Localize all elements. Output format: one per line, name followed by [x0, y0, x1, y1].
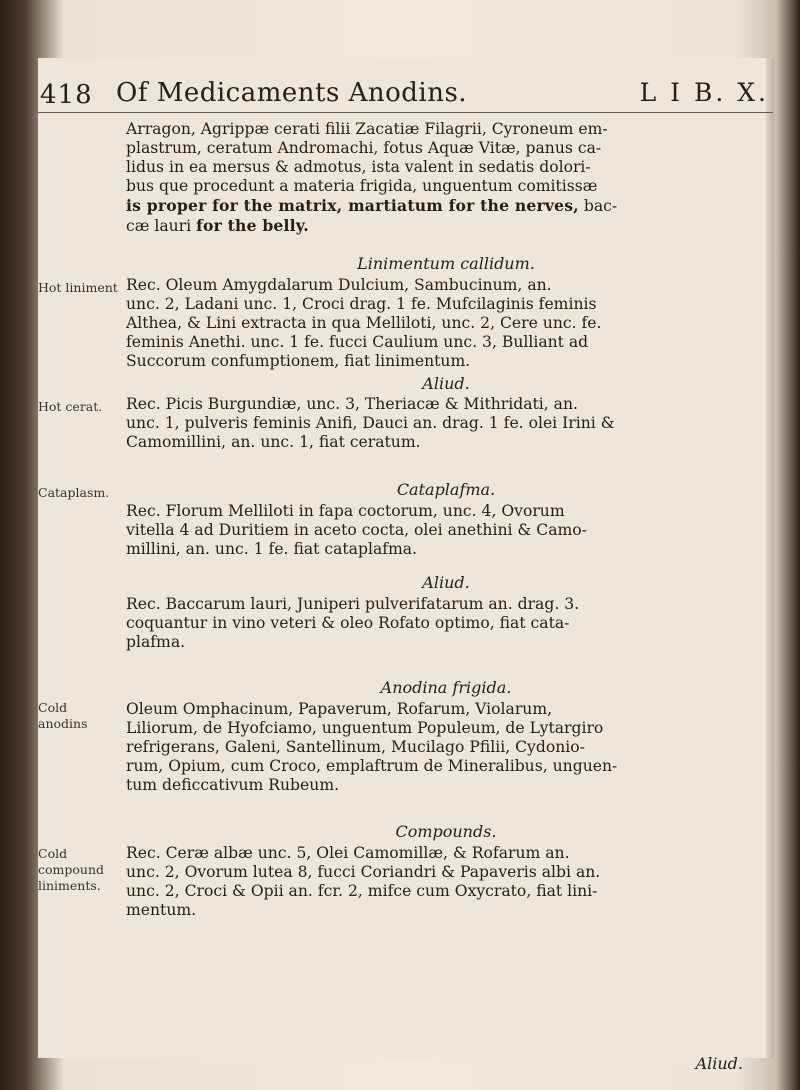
recipe-text [126, 502, 766, 559]
recipe-text [126, 595, 766, 652]
running-title: Of Medicaments Anodins. [116, 78, 468, 108]
book-page [38, 58, 773, 1073]
section-heading: Anodina frigida. [380, 678, 512, 697]
recipe-text [126, 844, 766, 920]
recipe-line: Rec. Oleum Amygdalarum Dulcium, Sambucinum, an. [126, 276, 552, 294]
recipe-line: tum deficcativum Rubeum. [126, 776, 340, 794]
intro-tail: bac- [578, 197, 618, 215]
recipe-line: unc. 2, Ovorum lutea 8, fucci Coriandri & Papaveris albi an. [126, 863, 601, 881]
recipe-line: Rec. Picis Burgundiæ, unc. 3, Theriacæ & Mithridati, an. [126, 395, 578, 413]
recipe-line: Rec. Ceræ albæ unc. 5, Olei Camomillæ, & Rofarum an. [126, 844, 570, 862]
margin-note-hot-cerat: Hot cerat. [38, 399, 103, 414]
recipe-line: Oleum Omphacinum, Papaverum, Rofarum, Violarum, [126, 700, 553, 718]
recipe-line: Camomillini, an. unc. 1, fiat ceratum. [126, 433, 421, 451]
margin-note-hot-liniment: Hot liniment [38, 280, 118, 295]
recipe-text [126, 700, 766, 795]
recipe-line: Liliorum, de Hyofciamo, unguentum Populeum, de Lytargiro [126, 719, 604, 737]
section-heading: Compounds. [395, 822, 497, 841]
recipe-line: millini, an. unc. 1 fe. fiat cataplafma. [126, 540, 418, 558]
blackletter-text: for the belly. [196, 216, 309, 235]
intro-line [126, 216, 766, 236]
margin-note-cataplasm: Cataplasm. [38, 485, 110, 500]
recipe-line: unc. 2, Ladani unc. 1, Croci drag. 1 fe. Mufcilaginis feminis [126, 295, 597, 313]
intro-line: plastrum, ceratum Andromachi, fotus Aquæ Vitæ, panus ca- [126, 139, 602, 157]
margin-note-cold-compound: Cold compound liniments. [38, 846, 105, 893]
recipe-line: rum, Opium, cum Croco, emplaftrum de Mineralibus, unguen- [126, 757, 618, 775]
recipe-line: feminis Anethi. unc. 1 fe. fucci Caulium unc. 3, Bulliant ad [126, 333, 589, 351]
intro-line [126, 196, 766, 216]
section-heading: Aliud. [422, 573, 470, 592]
recipe-line: unc. 1, pulveris feminis Anifi, Dauci an. drag. 1 fe. olei Irini & [126, 414, 615, 432]
recipe-text [126, 276, 766, 371]
catchword: Aliud. [695, 1054, 743, 1073]
recipe-line: plafma. [126, 633, 186, 651]
intro-line: bus que procedunt a materia frigida, unguentum comitissæ [126, 177, 598, 195]
intro-line: Arragon, Agrippæ cerati filii Zacatiæ Filagrii, Cyroneum em- [126, 120, 608, 138]
recipe-text [126, 395, 766, 452]
recipe-line: Rec. Florum Melliloti in fapa coctorum, unc. 4, Ovorum [126, 502, 565, 520]
recipe-line: vitella 4 ad Duritiem in aceto cocta, olei anethini & Camo- [126, 521, 587, 539]
intro-text: cæ lauri [126, 217, 197, 235]
margin-note-cold-anodins: Cold anodins [38, 700, 88, 731]
recipe-line: refrigerans, Galeni, Santellinum, Mucilago Pfilii, Cydonio- [126, 738, 585, 756]
page-edge [766, 58, 774, 1058]
section-heading: Linimentum callidum. [357, 254, 535, 273]
page-number: 418 [40, 80, 93, 110]
running-header [38, 78, 773, 113]
recipe-line: mentum. [126, 901, 197, 919]
recipe-line: coquantur in vino veteri & oleo Rofato optimo, fiat cata- [126, 614, 570, 632]
intro-line: lidus in ea mersus & admotus, ista valent in sedatis dolori- [126, 158, 591, 176]
section-heading: Cataplafma. [396, 480, 496, 499]
recipe-line: Althea, & Lini extracta in qua Melliloti, unc. 2, Cere unc. fe. [126, 314, 602, 332]
recipe-line: Succorum confumptionem, fiat linimentum. [126, 352, 471, 370]
intro-paragraph [126, 120, 766, 236]
book-number: L I B. X. [639, 78, 769, 107]
section-heading: Aliud. [422, 374, 470, 393]
recipe-line: unc. 2, Croci & Opii an. fcr. 2, mifce cum Oxycrato, fiat lini- [126, 882, 598, 900]
recipe-line: Rec. Baccarum lauri, Juniperi pulverifatarum an. drag. 3. [126, 595, 580, 613]
blackletter-text: is proper for the matrix, martiatum for the nerves, [126, 196, 579, 215]
